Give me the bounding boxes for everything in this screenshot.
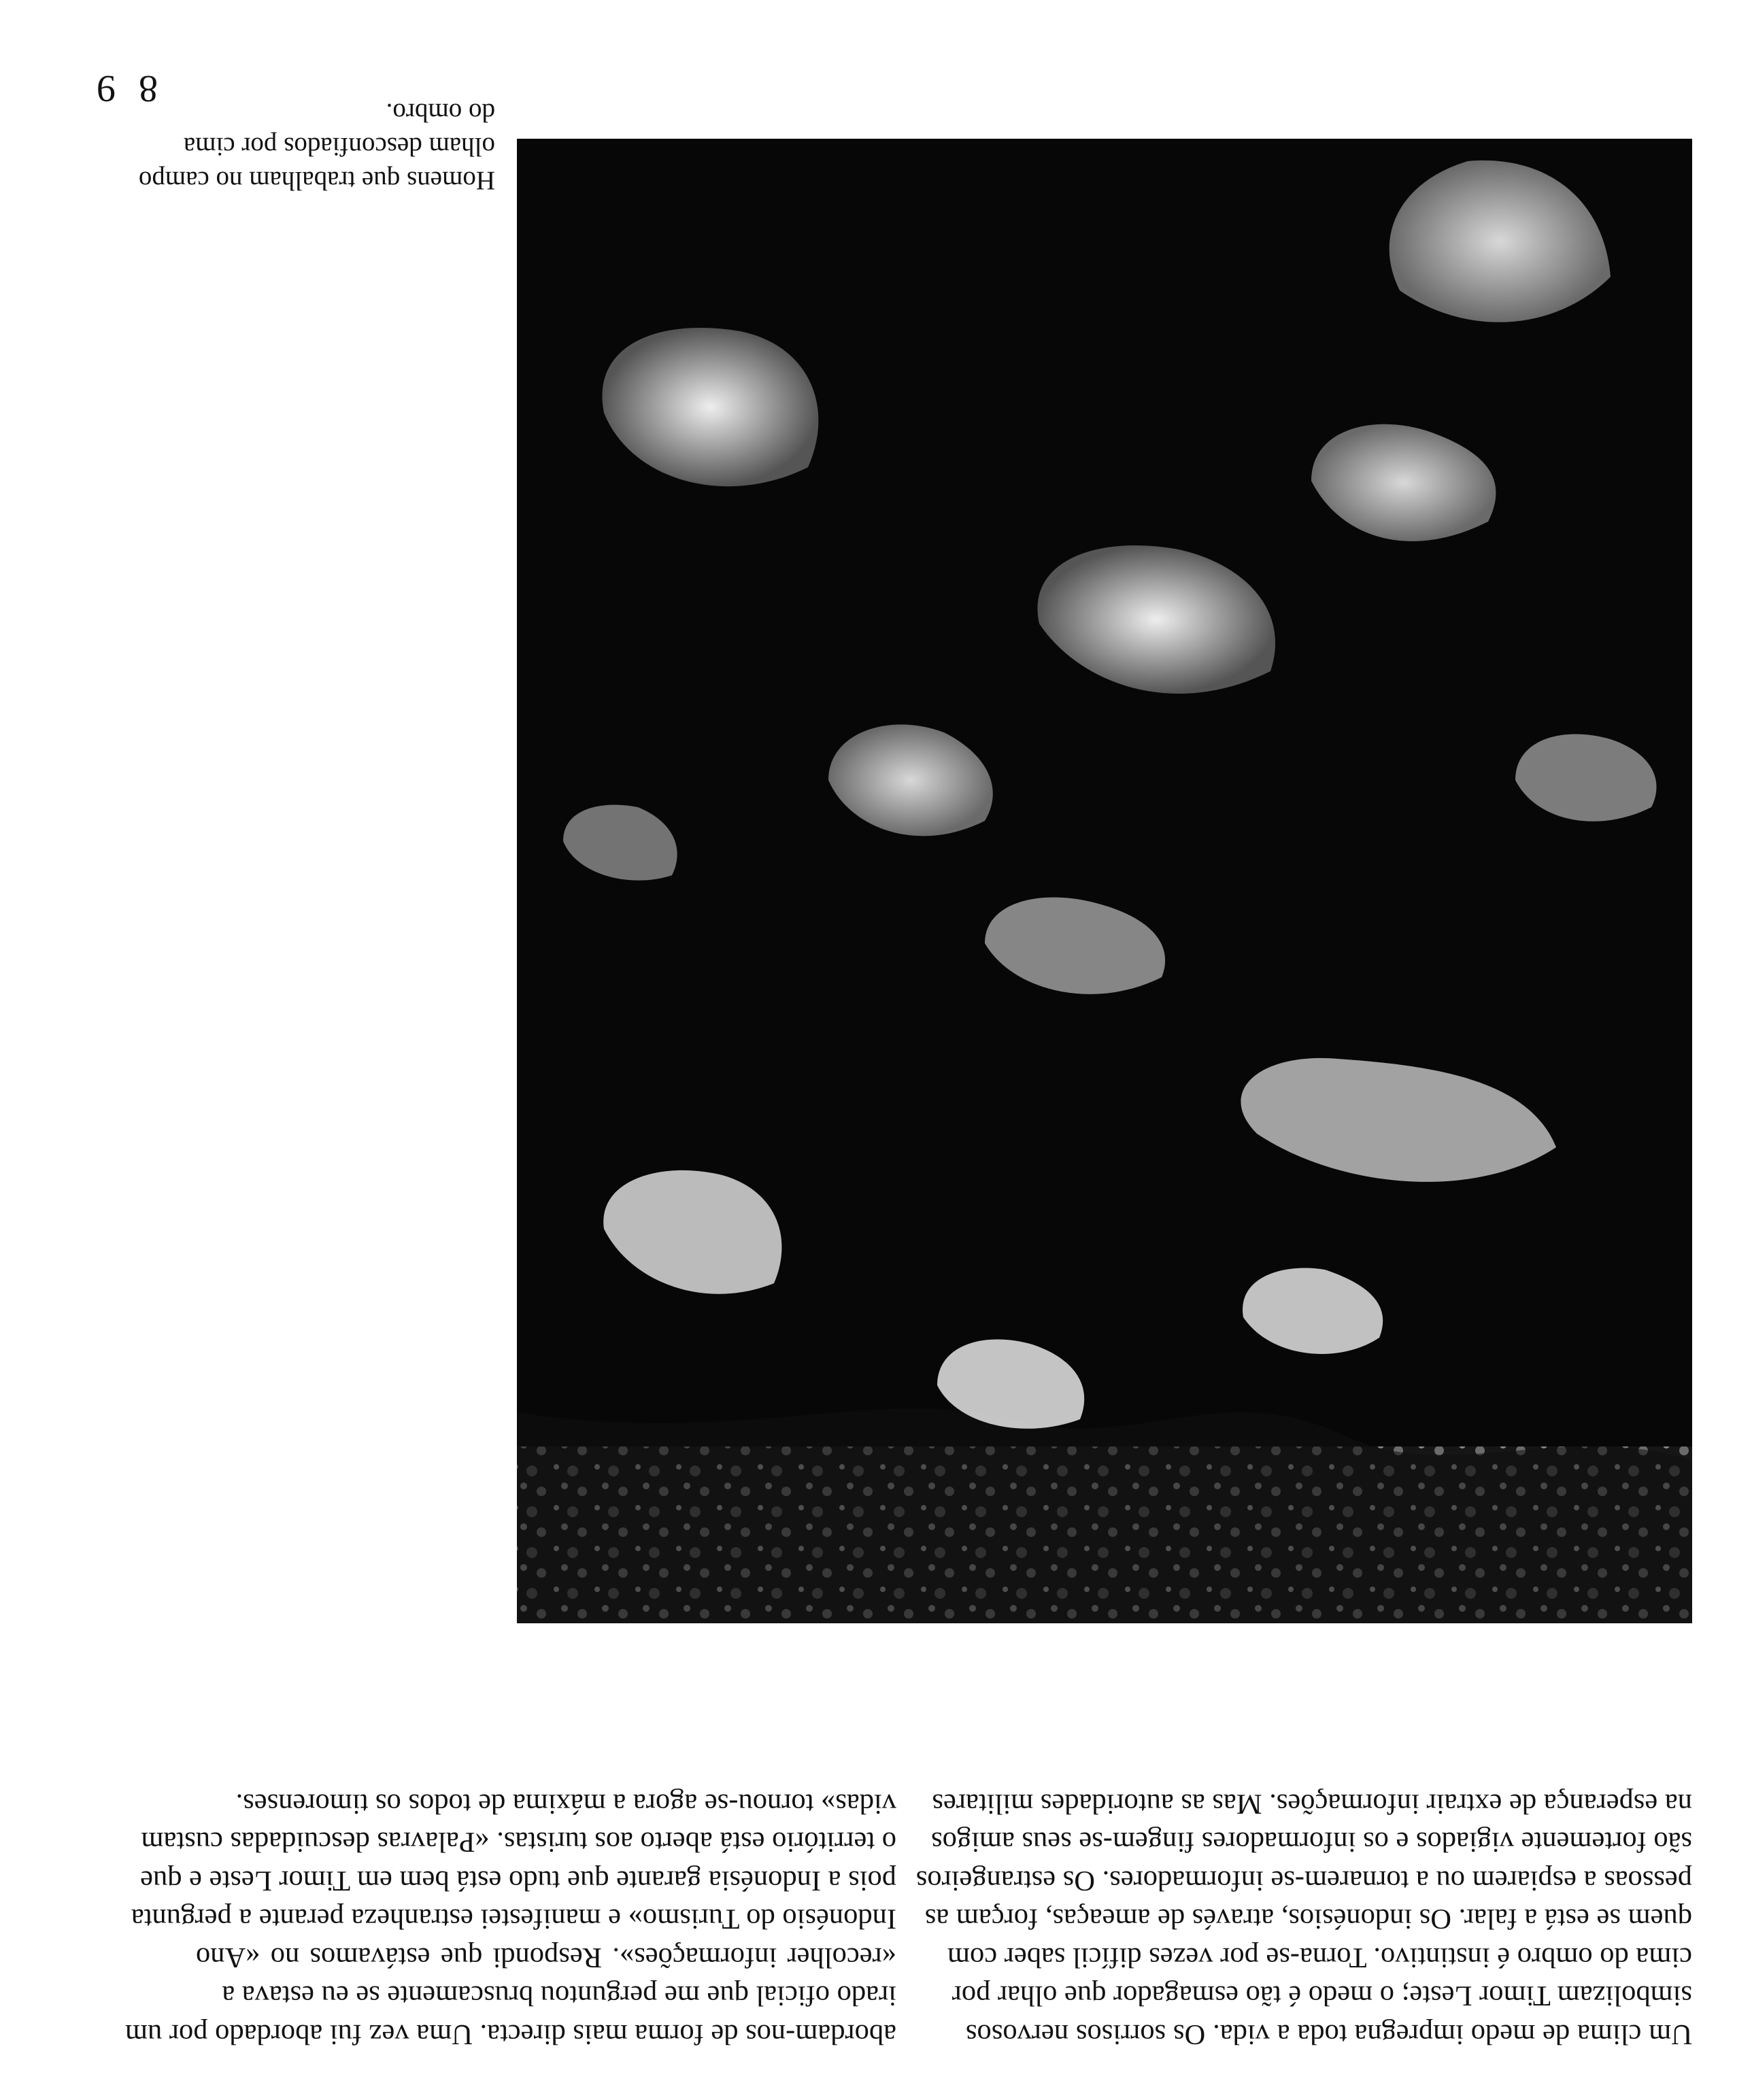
paragraph-line: cima do ombro é instintivo. Torna-se por vezes difícil saber com [947,1942,1692,1974]
paragraph-line: simbolizam Timor Leste; o medo é tão esmagador que olhar por [951,1980,1692,2012]
caption-line: do ombro. [386,98,495,127]
text-column-right [124,1784,896,2054]
caption-line: olham desconfiados por cima [183,132,495,161]
page-number: 8 9 [90,67,158,109]
text-column-left [915,1784,1692,2054]
paragraph-line: pois a Indonésia garante que tudo está bem em Timor Leste e que [140,1865,896,1897]
paragraph-line: são fortemente vigiados e os informadores fingem-se seus amigos [931,1826,1692,1859]
paragraph-line: vidas» tornou-se agora a máxima de todos os timorenses. [235,1788,896,1820]
paragraph-line: abordam-nos de forma mais directa. Uma vez fui abordado por um [124,2018,896,2050]
photograph [517,139,1692,1623]
paragraph-line: Indonésio do Turismo» e manifestei estranheza perante a pergunta [131,1903,896,1935]
photo-men-in-field-icon [517,139,1692,1623]
photo-caption [138,95,495,197]
paragraph-line: pessoas a espiarem ou a tornarem-se informadores. Os estrangeiros [915,1865,1692,1897]
caption-line: Homens que trabalham no campo [138,166,495,195]
paragraph-line: «recolher informações». Respondi que estávamos no «Ano [196,1942,896,1974]
paragraph-line: irado oficial que me perguntou bruscamente se eu estava a [222,1980,896,2012]
paragraph-line: quem se está a falar. Os indonésios, através de ameaças, forçam as [924,1903,1692,1935]
paragraph-line: o território está aberto aos turistas. «Palavras descuidadas custam [141,1826,896,1859]
paragraph-line: na esperança de extrair informações. Mas as autoridades militares [932,1788,1692,1820]
paragraph-line: Um clima de medo impregna toda a vida. Os sorrisos nervosos [966,2018,1692,2050]
